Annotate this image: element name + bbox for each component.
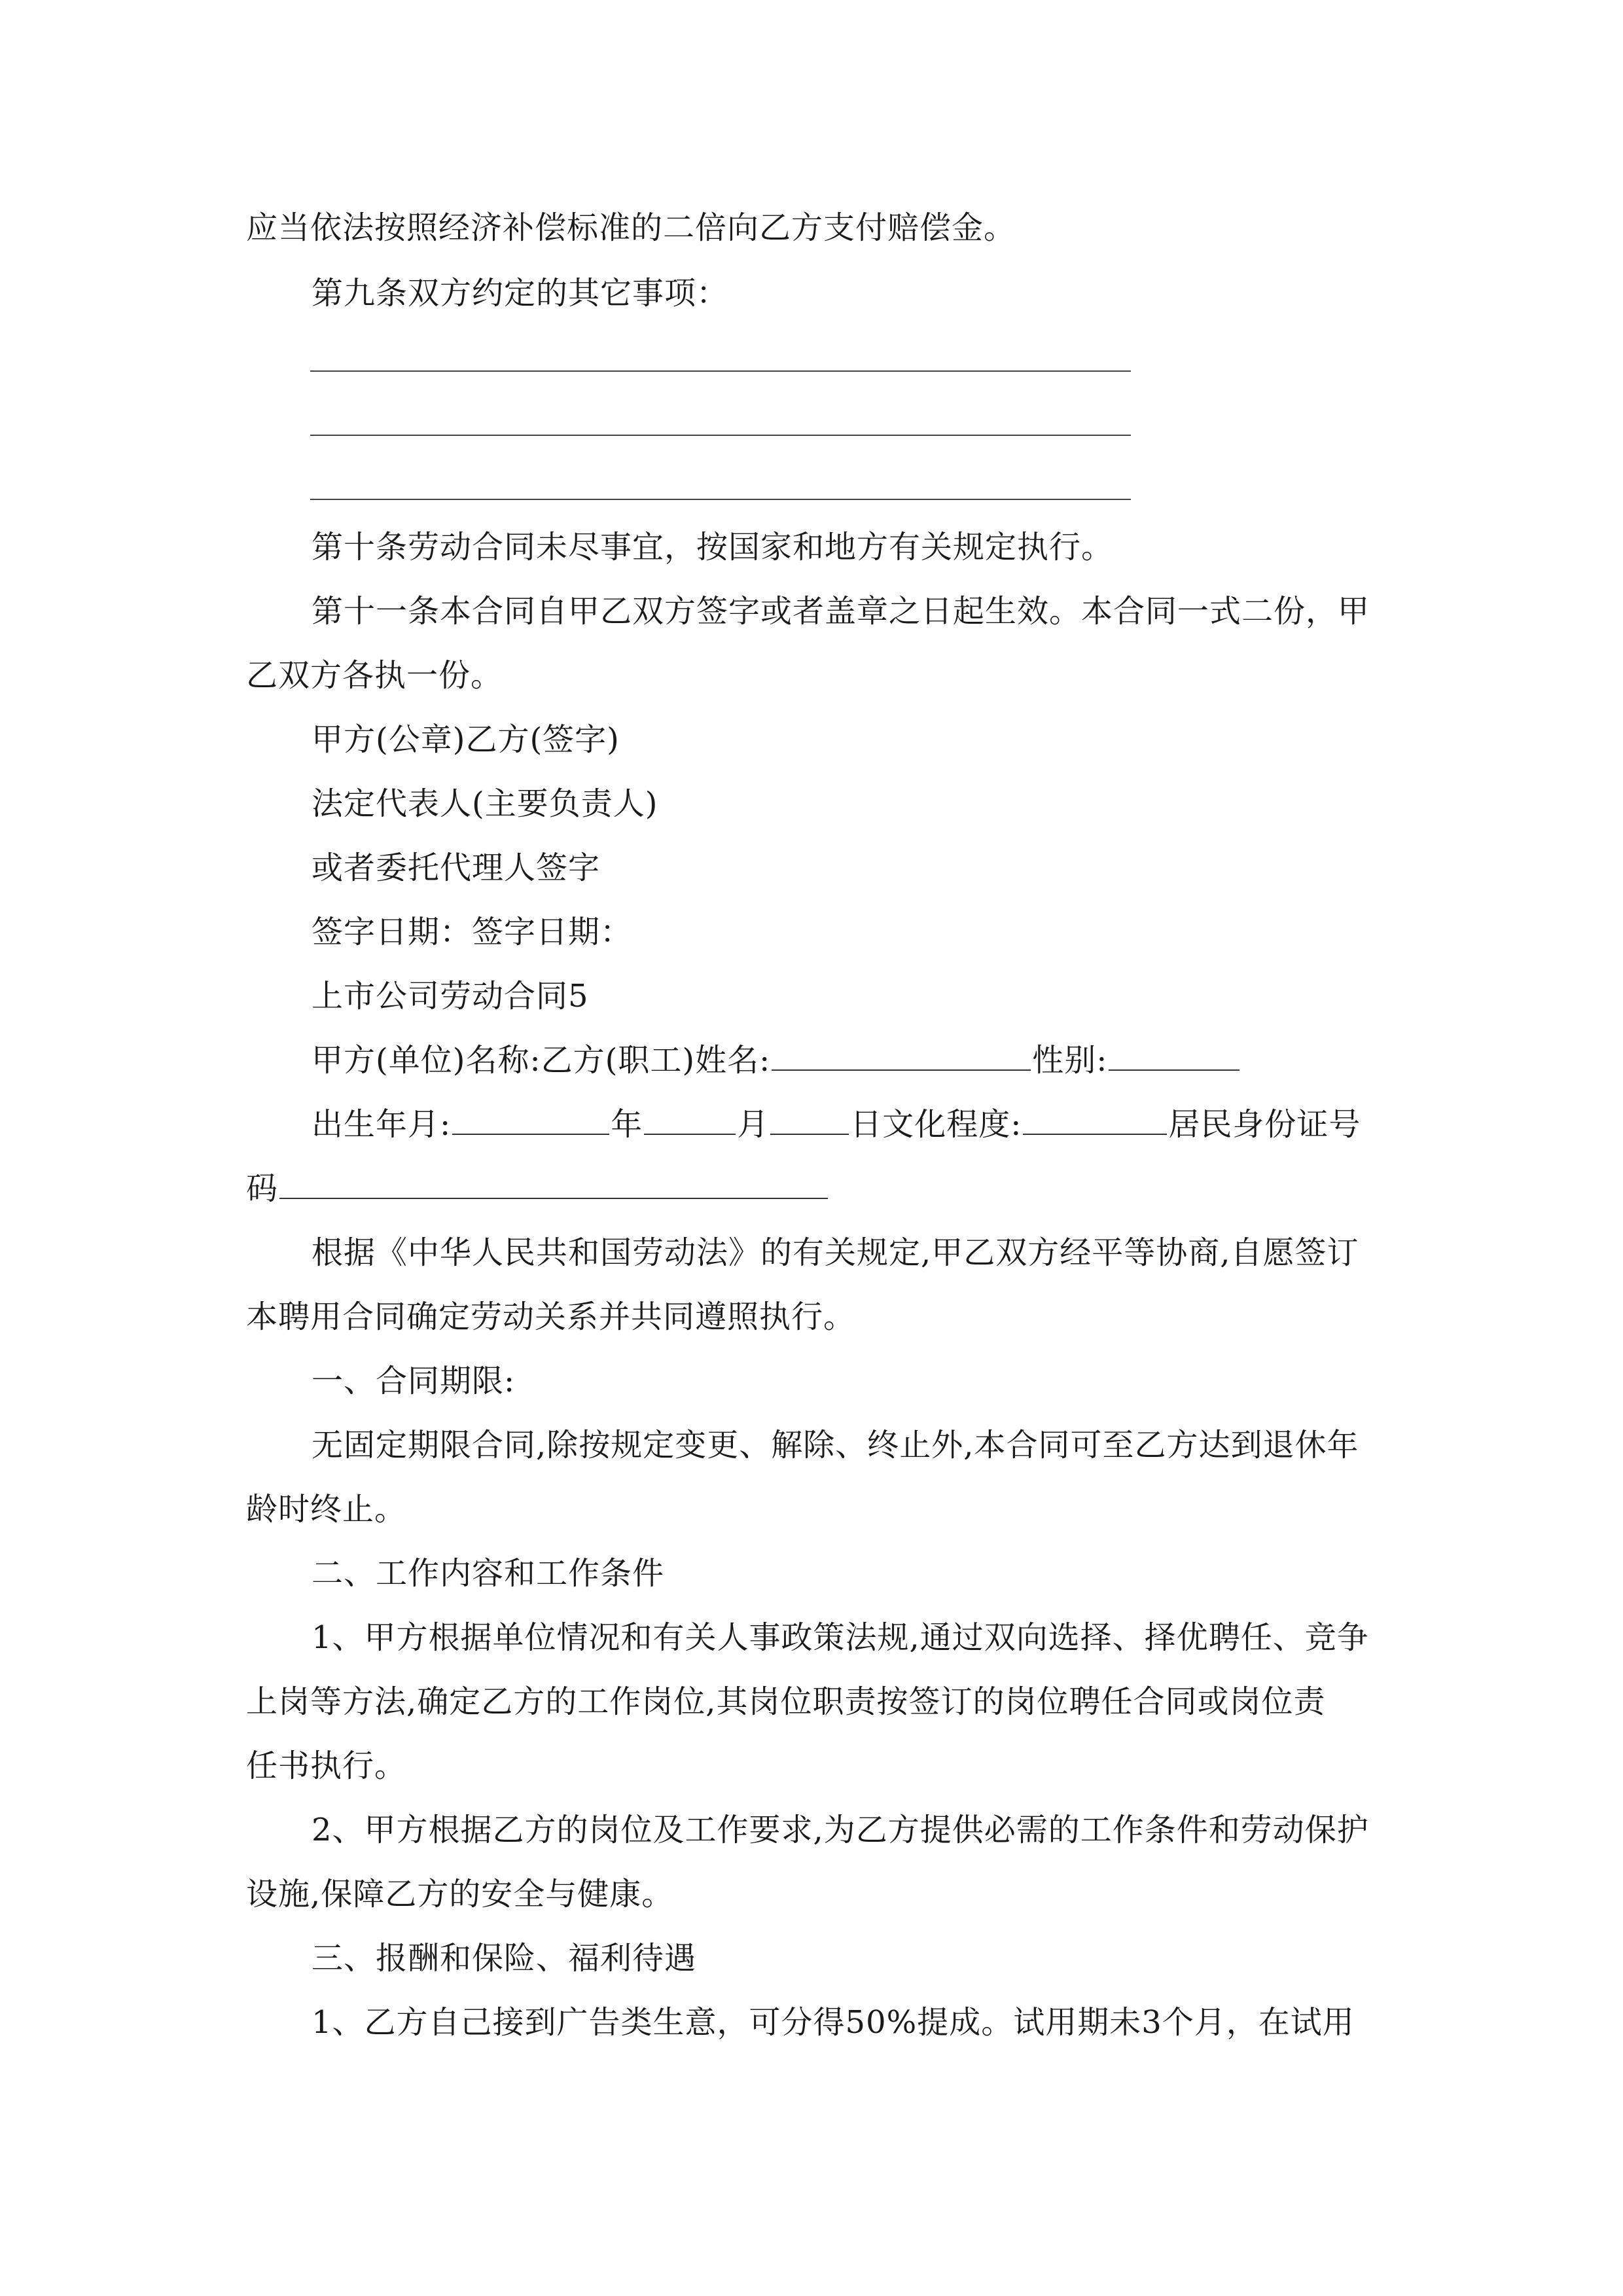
birth-year-blank [452,1105,609,1135]
signature-agent: 或者委托代理人签字 [312,850,601,886]
birth-day-blank [770,1105,849,1135]
id-number-label-end: 码 [246,1170,279,1207]
form-line-names [312,1041,1241,1080]
paragraph-compensation-end: 应当依法按照经济补偿标准的二倍向乙方支付赔偿金。 [246,209,1016,246]
form-names-label: 甲方(单位)名称:乙方(职工)姓名: [312,1042,771,1079]
contract-5-title: 上市公司劳动合同5 [312,978,589,1014]
section-2-item-1-line-2: 上岗等方法,确定乙方的工作岗位,其岗位职责按签订的岗位聘任合同或岗位责 [246,1683,1326,1720]
gender-label: 性别: [1032,1042,1108,1079]
section-2-heading: 二、工作内容和工作条件 [312,1555,665,1592]
section-2-item-1-line-3: 任书执行。 [246,1748,407,1784]
form-line-id [246,1169,829,1208]
blank-line-3 [310,499,1131,500]
id-number-blank [279,1169,828,1199]
section-1-text-line-1: 无固定期限合同,除按规定变更、解除、终止外,本合同可至乙方达到退休年 [312,1427,1359,1463]
article-11-line-2: 乙双方各执一份。 [246,657,503,694]
article-10: 第十条劳动合同未尽事宜，按国家和地方有关规定执行。 [312,529,1114,565]
section-3-item-1-line-1: 1、乙方自己接到广告类生意，可分得50%提成。试用期未3个月，在试用 [312,2004,1355,2041]
preamble-line-2: 本聘用合同确定劳动关系并共同遵照执行。 [246,1299,856,1335]
section-1-text-line-2: 龄时终止。 [246,1491,407,1528]
preamble-line-1: 根据《中华人民共和国劳动法》的有关规定,甲乙双方经平等协商,自愿签订 [312,1234,1359,1271]
month-label: 月 [737,1106,770,1143]
blank-line-1 [310,370,1131,372]
day-education-label: 日文化程度: [850,1106,1022,1143]
gender-blank [1109,1041,1240,1071]
education-blank [1023,1105,1167,1135]
section-3-heading: 三、报酬和保险、福利待遇 [312,1940,697,1977]
birth-month-blank [644,1105,736,1135]
section-1-heading: 一、合同期限: [312,1363,516,1399]
section-2-item-1-line-1: 1、甲方根据单位情况和有关人事政策法规,通过双向选择、择优聘任、竞争 [312,1619,1369,1656]
section-2-item-2-line-2: 设施,保障乙方的安全与健康。 [246,1876,674,1912]
blank-line-2 [310,435,1131,436]
year-label: 年 [611,1106,643,1143]
signature-dates: 签字日期：签字日期： [312,914,633,950]
form-line-birth [312,1105,1361,1144]
signature-party-a-b: 甲方(公章)乙方(签字) [312,721,620,758]
employee-name-blank [772,1041,1031,1071]
signature-legal-rep: 法定代表人(主要负责人) [312,785,658,822]
birth-label: 出生年月: [312,1106,452,1143]
id-number-label: 居民身份证号 [1168,1106,1361,1143]
section-2-item-2-line-1: 2、甲方根据乙方的岗位及工作要求,为乙方提供必需的工作条件和劳动保护 [312,1812,1369,1848]
article-9-heading: 第九条双方约定的其它事项： [312,275,729,312]
article-11-line-1: 第十一条本合同自甲乙双方签字或者盖章之日起生效。本合同一式二份，甲 [312,593,1370,630]
